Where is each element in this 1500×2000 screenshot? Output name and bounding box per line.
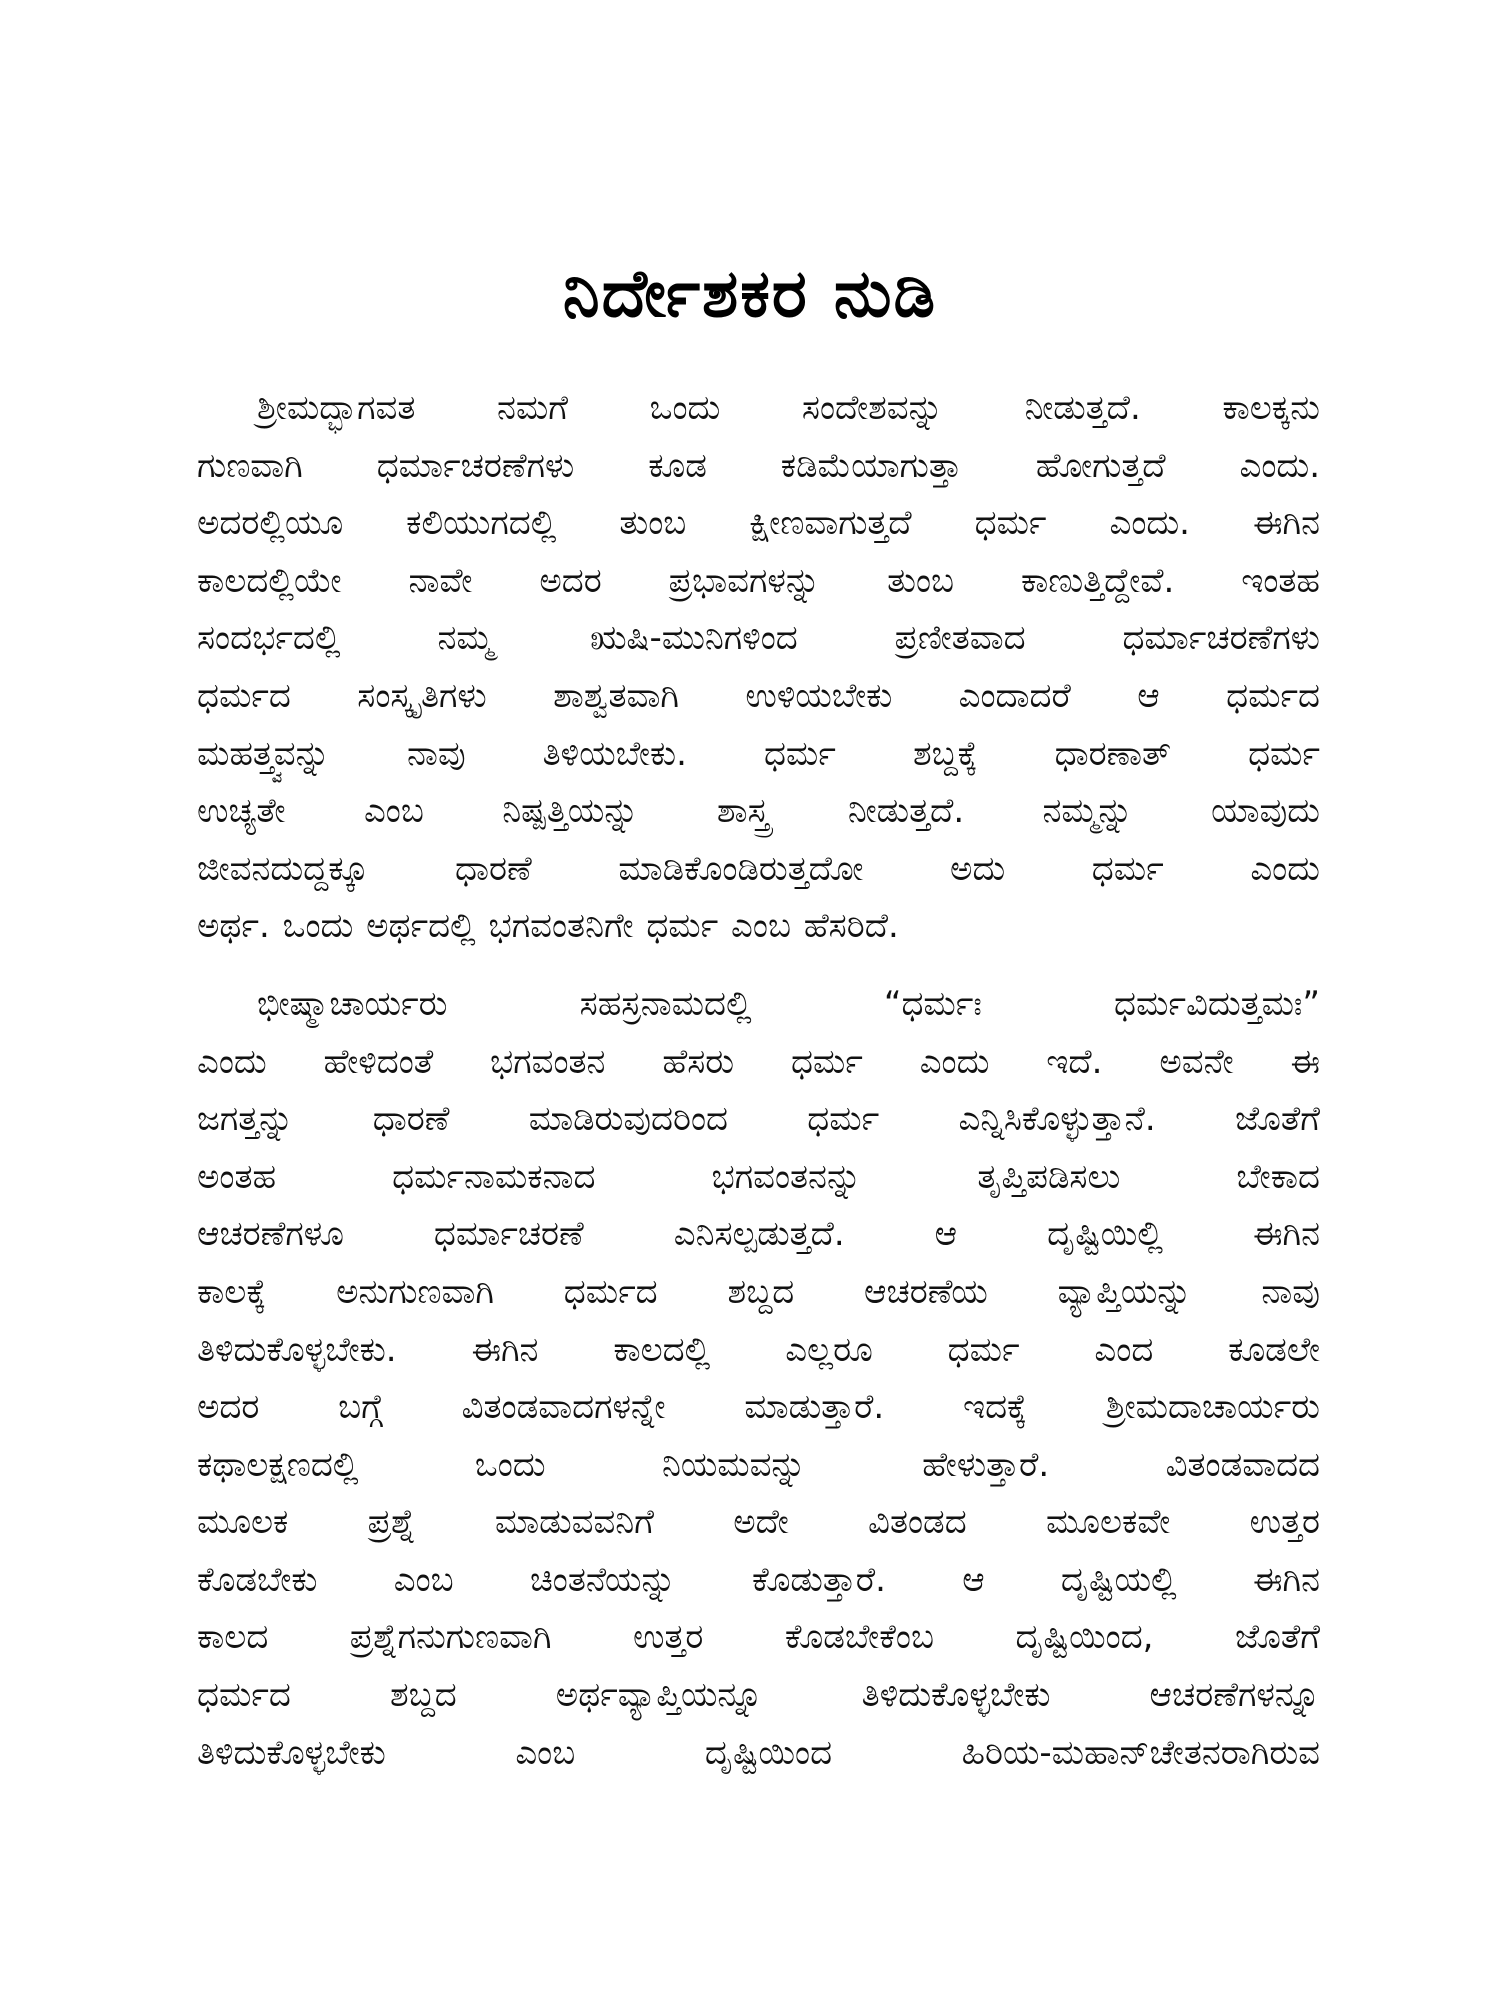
text-line: ಉಚ್ಯತೇ ಎಂಬ ನಿಷ್ಪತ್ತಿಯನ್ನು ಶಾಸ್ತ್ರ ನೀಡುತ್ತದೆ. ನಮ್ಮನ್ನು ಯಾವುದು — [197, 791, 1320, 832]
text-line: ತಿಳಿದುಕೊಳ್ಳಬೇಕು ಎಂಬ ದೃಷ್ಟಿಯಿಂದ ಹಿರಿಯ-ಮಹಾನ್‌ಚೇತನರಾಗಿರುವ — [197, 1732, 1320, 1773]
paragraph-1 — [197, 380, 1320, 956]
text-line: ಕಾಲಕ್ಕೆ ಅನುಗುಣವಾಗಿ ಧರ್ಮದ ಶಬ್ದದ ಆಚರಣೆಯ ವ್ಯಾಪ್ತಿಯನ್ನು ನಾವು — [197, 1271, 1320, 1312]
text-line: ಕಥಾಲಕ್ಷಣದಲ್ಲಿ ಒಂದು ನಿಯಮವನ್ನು ಹೇಳುತ್ತಾರೆ. ವಿತಂಡವಾದದ — [197, 1444, 1320, 1485]
page-title: ನಿರ್ದೇಶಕರ ನುಡಿ — [562, 255, 938, 333]
text-line: ಕೊಡಬೇಕು ಎಂಬ ಚಿಂತನೆಯನ್ನು ಕೊಡುತ್ತಾರೆ. ಆ ದೃಷ್ಟಿಯಲ್ಲಿ ಈಗಿನ — [197, 1559, 1320, 1600]
text-line: ಅಂತಹ ಧರ್ಮನಾಮಕನಾದ ಭಗವಂತನನ್ನು ತೃಪ್ತಿಪಡಿಸಲು ಬೇಕಾದ — [197, 1156, 1320, 1197]
paragraph-2 — [197, 976, 1320, 1782]
text-line: ಆಚರಣೆಗಳೂ ಧರ್ಮಾಚರಣೆ ಎನಿಸಲ್ಪಡುತ್ತದೆ. ಆ ದೃಷ್ಟಿಯಿಲ್ಲಿ ಈಗಿನ — [197, 1214, 1320, 1255]
text-line: ಧರ್ಮದ ಶಬ್ದದ ಅರ್ಥವ್ಯಾಪ್ತಿಯನ್ನೂ ತಿಳಿದುಕೊಳ್ಳಬೇಕು ಆಚರಣೆಗಳನ್ನೂ — [197, 1675, 1320, 1716]
text-line: ಭೀಷ್ಮಾಚಾರ್ಯರು ಸಹಸ್ರನಾಮದಲ್ಲಿ “ಧರ್ಮಃ ಧರ್ಮವಿದುತ್ತಮಃ” — [257, 983, 1320, 1024]
text-line: ಗುಣವಾಗಿ ಧರ್ಮಾಚರಣೆಗಳು ಕೂಡ ಕಡಿಮೆಯಾಗುತ್ತಾ ಹೋಗುತ್ತದೆ ಎಂದು. — [197, 445, 1320, 486]
text-line: ಕಾಲದಲ್ಲಿಯೇ ನಾವೇ ಅದರ ಪ್ರಭಾವಗಳನ್ನು ತುಂಬ ಕಾಣುತ್ತಿದ್ದೇವೆ. ಇಂತಹ — [197, 560, 1320, 601]
text-line: ಜಗತ್ತನ್ನು ಧಾರಣೆ ಮಾಡಿರುವುದರಿಂದ ಧರ್ಮ ಎನ್ನಿಸಿಕೊಳ್ಳುತ್ತಾನೆ. ಜೊತೆಗೆ — [197, 1099, 1320, 1140]
text-line: ಅದರಲ್ಲಿಯೂ ಕಲಿಯುಗದಲ್ಲಿ ತುಂಬ ಕ್ಷೀಣವಾಗುತ್ತದೆ ಧರ್ಮ ಎಂದು. ಈಗಿನ — [197, 503, 1320, 544]
text-line: ಕಾಲದ ಪ್ರಶ್ನೆಗನುಗುಣವಾಗಿ ಉತ್ತರ ಕೊಡಬೇಕೆಂಬ ದೃಷ್ಟಿಯಿಂದ, ಜೊತೆಗೆ — [197, 1617, 1320, 1658]
text-line: ಅರ್ಥ. ಒಂದು ಅರ್ಥದಲ್ಲಿ ಭಗವಂತನಿಗೇ ಧರ್ಮ ಎಂಬ ಹೆಸರಿದೆ. — [197, 906, 899, 947]
text-line: ಅದರ ಬಗ್ಗೆ ವಿತಂಡವಾದಗಳನ್ನೇ ಮಾಡುತ್ತಾರೆ. ಇದಕ್ಕೆ ಶ್ರೀಮದಾಚಾರ್ಯರು — [197, 1387, 1320, 1428]
body-text — [197, 380, 1320, 1782]
text-line: ಎಂದು ಹೇಳಿದಂತೆ ಭಗವಂತನ ಹೆಸರು ಧರ್ಮ ಎಂದು ಇದೆ. ಅವನೇ ಈ — [197, 1041, 1320, 1082]
text-line: ಮೂಲಕ ಪ್ರಶ್ನೆ ಮಾಡುವವನಿಗೆ ಅದೇ ವಿತಂಡದ ಮೂಲಕವೇ ಉತ್ತರ — [197, 1502, 1320, 1543]
text-line: ಶ್ರೀಮದ್ಭಾಗವತ ನಮಗೆ ಒಂದು ಸಂದೇಶವನ್ನು ನೀಡುತ್ತದೆ. ಕಾಲಕ್ಕನು — [257, 388, 1320, 428]
text-line: ಜೀವನದುದ್ದಕ್ಕೂ ಧಾರಣೆ ಮಾಡಿಕೊಂಡಿರುತ್ತದೋ ಅದು ಧರ್ಮ ಎಂದು — [197, 848, 1320, 889]
text-line: ಮಹತ್ತ್ವವನ್ನು ನಾವು ತಿಳಿಯಬೇಕು. ಧರ್ಮ ಶಬ್ದಕ್ಕೆ ಧಾರಣಾತ್ ಧರ್ಮ — [197, 733, 1320, 774]
text-line: ತಿಳಿದುಕೊಳ್ಳಬೇಕು. ಈಗಿನ ಕಾಲದಲ್ಲಿ ಎಲ್ಲರೂ ಧರ್ಮ ಎಂದ ಕೂಡಲೇ — [197, 1329, 1320, 1370]
text-line: ಧರ್ಮದ ಸಂಸ್ಕೃತಿಗಳು ಶಾಶ್ವತವಾಗಿ ಉಳಿಯಬೇಕು ಎಂದಾದರೆ ಆ ಧರ್ಮದ — [197, 675, 1320, 716]
text-line: ಸಂದರ್ಭದಲ್ಲಿ ನಮ್ಮ ಋಷಿ-ಮುನಿಗಳಿಂದ ಪ್ರಣೀತವಾದ ಧರ್ಮಾಚರಣೆಗಳು — [197, 618, 1320, 659]
